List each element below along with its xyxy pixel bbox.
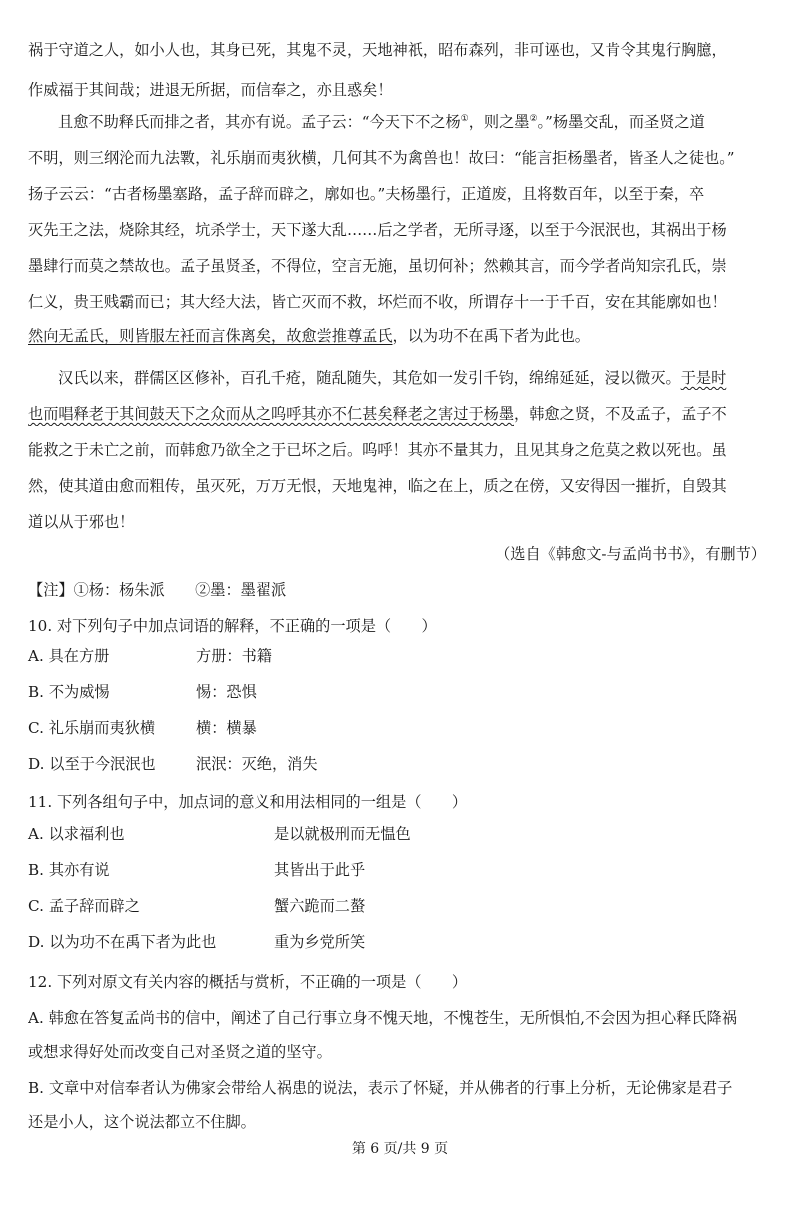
passage-line: 扬子云云：“古者杨墨塞路，孟子辞而辟之，廓如也。”夫杨墨行，正道废，且将数百年，以至于秦，卒	[28, 185, 705, 203]
footnote-marker: ①	[460, 113, 469, 124]
passage-line: 灭先王之法，烧除其经，坑杀学士，天下遂大乱……后之学者，无所寻逐，以至于今泯泯也，其祸出于杨	[28, 221, 727, 239]
footnotes: 【注】①杨：杨朱派 ②墨：墨翟派	[28, 581, 287, 599]
passage-line: 墨肆行而莫之禁故也。孟子虽贤圣，不得位，空言无施，虽切何补；然赖其言，而今学者尚知宗孔氏，崇	[28, 257, 727, 275]
passage-line: 然，使其道由愈而粗传，虽灭死，万万无恨，天地鬼神，临之在上，质之在傍，又安得因一摧折，自毁其	[28, 477, 727, 495]
q10-option-c: C. 礼乐崩而夷狄横	[28, 719, 156, 737]
q12-option-line: 或想求得好处而改变自己对圣贤之道的坚守。	[28, 1043, 332, 1061]
passage-line: 也而唱释老于其间鼓天下之众而从之呜呼其亦不仁甚矣释老之害过于杨墨，韩愈之贤，不及孟子，孟子不	[28, 405, 727, 423]
q10-option-a: A. 具在方册	[28, 647, 110, 665]
q12-option-line: B. 文章中对信奉者认为佛家会带给人祸患的说法，表示了怀疑，并从佛者的行事上分析，无论佛家是君子	[28, 1079, 733, 1097]
passage-line: 且愈不助释氏而排之者，其亦有说。孟子云：“今天下不之杨①，则之墨②。”杨墨交乱，而圣贤之道	[58, 113, 705, 131]
passage-line: 祸于守道之人，如小人也，其身已死，其鬼不灵，天地神祇，昭布森列，非可诬也，又肯令其鬼行胸臆，	[28, 41, 727, 59]
wavy-underlined-text: 也而唱释老于其间鼓天下之众而从之呜呼其亦不仁甚矣释老之害过于杨墨	[28, 405, 514, 423]
passage-line: 不明，则三纲沦而九法斁，礼乐崩而夷狄横，几何其不为禽兽也！故曰：“能言拒杨墨者，皆圣人之徒也。”	[28, 149, 735, 167]
passage-line: 然向无孟氏，则皆服左衽而言侏离矣，故愈尝推尊孟氏，以为功不在禹下者为此也。	[28, 327, 590, 345]
q11-option-b-right: 其皆出于此乎	[274, 861, 366, 879]
q12-option-line: 还是小人，这个说法都立不住脚。	[28, 1113, 256, 1131]
passage-line: 道以从于邪也！	[28, 513, 135, 531]
q11-option-d-left: D. 以为功不在禹下者为此也	[28, 933, 217, 951]
q10-option-d-explanation: 泯泯：灭绝，消失	[196, 755, 318, 773]
question-10-stem: 10. 对下列句子中加点词语的解释，不正确的一项是（ ）	[28, 617, 437, 635]
q11-option-a-left: A. 以求福利也	[28, 825, 125, 843]
q11-option-a-right: 是以就极刑而无愠色	[274, 825, 411, 843]
q11-option-c-left: C. 孟子辞而辟之	[28, 897, 140, 915]
question-12-stem: 12. 下列对原文有关内容的概括与赏析，不正确的一项是（ ）	[28, 973, 468, 991]
passage-line: 仁义，贵王贱霸而已；其大经大法，皆亡灭而不救，坏烂而不收，所谓存十一于千百，安在其能廓如也！	[28, 293, 727, 311]
page-number: 第 6 页/共 9 页	[351, 1141, 449, 1157]
passage-line: 作威福于其间哉；进退无所据，而信奉之，亦且惑矣！	[28, 81, 393, 99]
wavy-underlined-text: 于是时	[680, 369, 727, 387]
q12-option-line: A. 韩愈在答复孟尚书的信中，阐述了自己行事立身不愧天地，不愧苍生，无所惧怕,不会因为担心释氏降祸	[28, 1009, 737, 1027]
q10-option-a-explanation: 方册：书籍	[196, 647, 272, 665]
q10-option-b-explanation: 惕：恐惧	[196, 683, 257, 701]
q10-option-d: D. 以至于今泯泯也	[28, 755, 156, 773]
q10-option-c-explanation: 横：横暴	[196, 719, 257, 737]
footnote-marker: ②	[529, 113, 538, 124]
q11-option-c-right: 蟹六跪而二螯	[274, 897, 366, 915]
passage-line: 能救之于未亡之前，而韩愈乃欲全之于已坏之后。呜呼！其亦不量其力，且见其身之危莫之救以死也。虽	[28, 441, 727, 459]
q10-option-b: B. 不为威惕	[28, 683, 110, 701]
passage-line: 汉氏以来，群儒区区修补，百孔千疮，随乱随失，其危如一发引千钧，绵绵延延，浸以微灭。于是时	[58, 369, 727, 387]
q11-option-b-left: B. 其亦有说	[28, 861, 110, 879]
source-citation: （选自《韩愈文-与孟尚书书》，有删节）	[495, 545, 766, 563]
q11-option-d-right: 重为乡党所笑	[274, 933, 366, 951]
underlined-sentence: 然向无孟氏，则皆服左衽而言侏离矣，故愈尝推尊孟氏	[28, 327, 393, 345]
question-11-stem: 11. 下列各组句子中，加点词的意义和用法相同的一组是（ ）	[28, 793, 468, 811]
